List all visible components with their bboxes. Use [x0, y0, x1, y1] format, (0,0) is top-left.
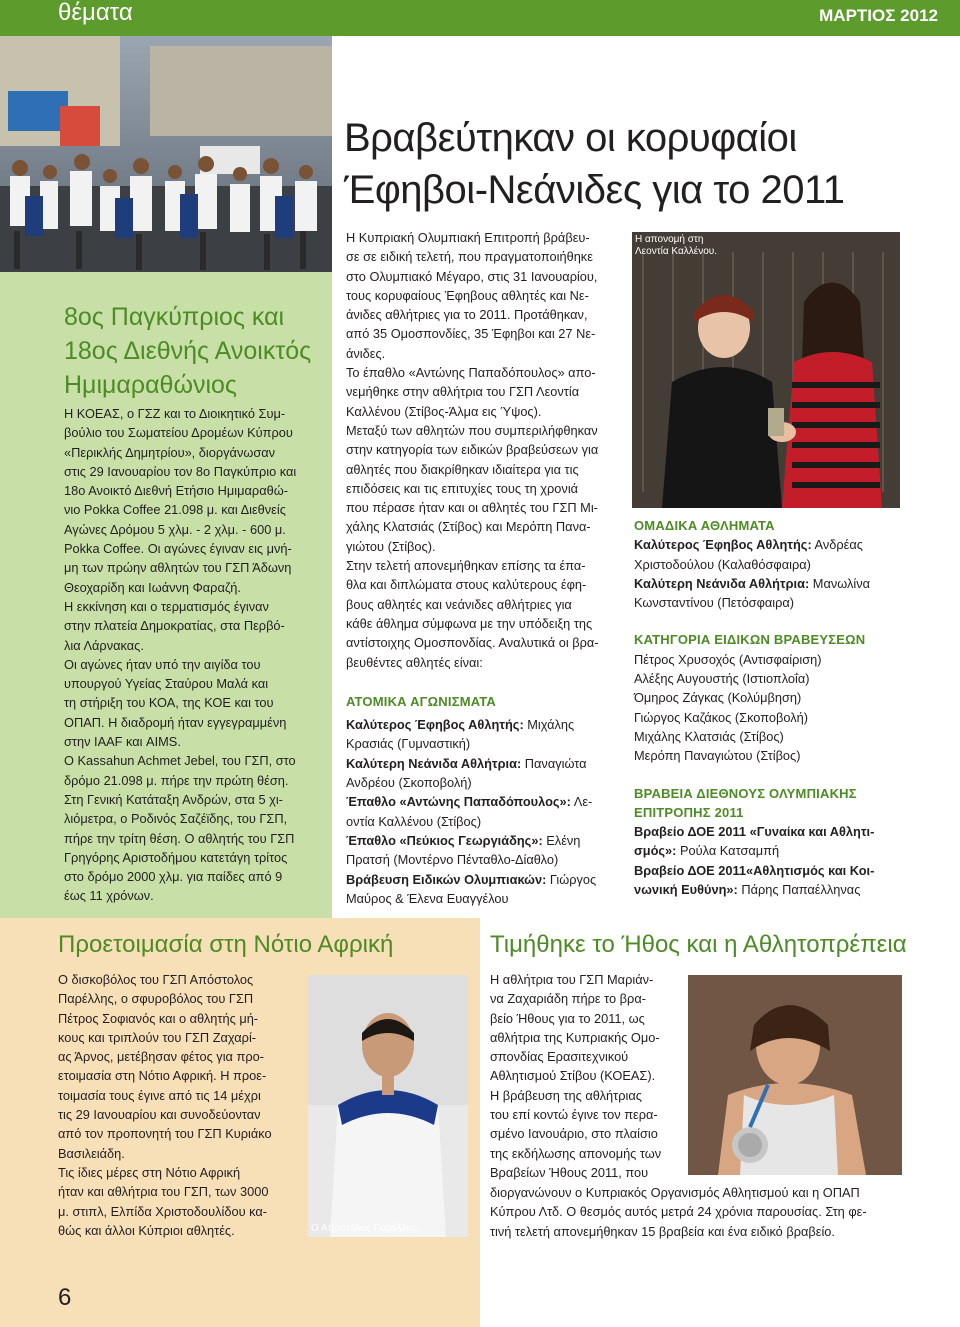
team-item-2: Καλύτερη Νεάνιδα Αθλήτρια: Μανωλίνα	[634, 575, 871, 591]
award-ceremony-photo	[632, 232, 900, 508]
marathon-title: 8ος Παγκύπριος και 18ος Διεθνής Ανοικτός Ημιμαραθώνιος	[64, 303, 312, 399]
ethos-title: Τιμήθηκε το Ήθος και η Αθλητοπρέπεια	[490, 931, 907, 958]
awards-paragraph-3: Μεταξύ των αθλητών που συμπεριλήφθηκαν στην κατηγορία των ειδικών βραβεύσεων για αθλητές που διακρίθηκαν ιδιαίτερα για τις επιδόσεις και τις επιτυχίες τους τη χρονιά που πέρασε ήταν και οι αθλητές του ΓΣΠ Μι- χάλης Κλατσιάς (Στίβος) και Μερόπη Πανα- γιώτου (Στίβος).	[346, 422, 599, 554]
individual-item-1: Καλύτερος Έφηβος Αθλητής: Μιχάλης	[346, 717, 575, 733]
special-item: Μιχάλης Κλατσιάς (Στίβος)	[634, 728, 784, 744]
south-africa-paragraph-1: Ο δισκοβόλος του ΓΣΠ Απόστολος Παρέλλης, ο σφυροβόλος του ΓΣΠ Πέτρος Σοφιανός και ο αθλητής μή- κους και τριπλούν του ΓΣΠ Ζαχαρί- ας Άρνος, μετέβησαν φέτος για προ- ετοιμασία στη Νότιο Αφρική. Η προε- τοιμασία τους έγινε από τις 14 μέχρι τις 29 Ιανουαρίου και συνοδεύονταν από τον προπονητή του ΓΣΠ Κυριάκο Βασιλειάδη.	[58, 972, 272, 1161]
individual-item-3: Έπαθλο «Αντώνης Παπαδόπουλος»: Λε-	[346, 794, 593, 810]
individual-item-4: Έπαθλο «Πεύκιος Γεωργιάδης»: Ελένη	[346, 832, 581, 848]
awards-right-column: ΟΜΑΔΙΚΑ ΑΘΛΗΜΑΤΑ Καλύτερος Έφηβος Αθλητής: Ανδρέας Χριστοδούλου (Καλαθόσφαιρα) Καλύτερη Νεάνιδα Αθλήτρια: Μανωλίνα Κωνσταντίνου (Πετόσφαιρα) ΚΑΤΗΓΟΡΙΑ ΕΙΔΙΚΩΝ ΒΡΑΒΕΥΣΕΩΝ Πέτρος Χρυσοχός (Αντισφαίριση) Αλέξης Αυγουστής (Ιστιοπλοΐα) Όμηρος Ζάγκας (Κολύμβηση) Γιώργος Καζάκος (Σκοποβολή) Μιχάλης Κλατσιάς (Στίβος) Μερόπη Παναγιώτου (Στίβος) ΒΡΑΒΕΙΑ ΔΙΕΘΝΟΥΣ ΟΛΥΜΠΙΑΚΗΣ ΕΠΙΤΡΟΠΗΣ 2011 Βραβείο ΔΟΕ 2011 «Γυναίκα και Αθλητι- σμός»: Ρούλα Κατσαμπή Βραβείο ΔΟΕ 2011«Αθλητισμός και Κοι- νωνική Ευθύνη»: Πάρης Παπαέλληνας	[634, 516, 906, 899]
awards-text: Η Κυπριακή Ολυμπιακή Επιτροπή βράβευ- σε σε ειδική τελετή, που πραγματοποιήθηκε στο Ολυμπιακό Μέγαρο, στις 31 Ιανουαρίου, τους κορυφαίους Έφηβους αθλητές και Νε- άνιδες αθλήτριες για το 2011. Προτάθηκαν, από 35 Ομοσπονδίες, 35 Έφηβοι και 27 Νε- άνιδες. Το έπαθλο «Αντώνης Παπαδόπουλος» απο- νεμήθηκε στην αθλήτρια του ΓΣΠ Λεοντία Καλλένου (Στίβος-Άλμα εις Ύψος). Μεταξύ των αθλητών που συμπεριλήφθηκαν στην κατηγορία των ειδικών βραβεύσεων για αθλητές που διακρίθηκαν ιδιαίτερα για τις επιδόσεις και τις επιτυχίες τους τη χρονιά που πέρασε ήταν και οι αθλητές του ΓΣΠ Μι- χάλης Κλατσιάς (Στίβος) και Μερόπη Πανα- γιώτου (Στίβος). Στην τελετή απονεμήθηκαν επίσης τα έπα- θλα και διπλώματα στους καλύτερους έφη- βους αθλητές και νεάνιδες αθλήτριες για κάθε άθλημα σύμφωνα με την υπόδειξη της αντίστοιχης Ομοσπονδίας. Αναλυτικά οι βρα- βευθέντες αθλητές είναι: ΑΤΟΜΙΚΑ ΑΓΩΝΙΣΜΑΤΑ Καλύτερος Έφηβος Αθλητής: Μιχάλης Κρασιάς (Γυμναστική) Καλύτερη Νεάνιδα Αθλήτρια: Παναγιώτα Ανδρέου (Σκοποβολή) Έπαθλο «Αντώνης Παπαδόπουλος»: Λε- οντία Καλλένου (Στίβος) Έπαθλο «Πεύκιος Γεωργιάδης»: Ελένη Πρατσή (Μοντέρνο Πένταθλο-Δίαθλο) Βράβευση Ειδικών Ολυμπιακών: Γιώργος Μαύρος & Έλενα Ευαγγέλου	[346, 228, 612, 908]
awards-paragraph-4: Στην τελετή απονεμήθηκαν επίσης τα έπα- θλα και διπλώματα στους καλύτερους έφη- βους αθλητές και νεάνιδες αθλήτριες για κάθε άθλημα σύμφωνα με την υπόδειξη της αντίστοιχης Ομοσπονδίας. Αναλυτικά οι βρα- βευθέντες αθλητές είναι:	[346, 558, 599, 670]
page-header	[0, 0, 960, 36]
individual-item-5: Βράβευση Ειδικών Ολυμπιακών: Γιώργος	[346, 871, 597, 887]
runners-photo-image	[0, 36, 332, 272]
individual-item-2: Καλύτερη Νεάνιδα Αθλήτρια: Παναγιώτα	[346, 755, 587, 771]
marathon-text	[64, 404, 320, 906]
team-item-1: Καλύτερος Έφηβος Αθλητής: Ανδρέας	[634, 537, 863, 553]
special-item: Γιώργος Καζάκος (Σκοποβολή)	[634, 709, 809, 725]
marathon-paragraph-4: Ο Kassahun Achmet Jebel, του ΓΣΠ, στο δρόμο 21.098 μ. πήρε την πρώτη θέση. Στη Γενική Κατάταξη Ανδρών, στα 5 χι- λιόμετρα, ο Ροδινός Σαζέϊδης, του ΓΣΠ, πήρε την τρίτη θέση. Ο αθλητής του ΓΣΠ Γρηγόρης Αριστοδήμου κατετάγη τρίτος στο δρόμο 2000 χλμ. για παίδες από 9 έως 11 χρόνων.	[64, 753, 296, 904]
marathon-paragraph-2: Η εκκίνηση και ο τερματισμός έγιναν στην πλατεία Δημοκρατίας, στα Περβό- λια Λάρνακας.	[64, 598, 285, 653]
awards-paragraph-2: Το έπαθλο «Αντώνης Παπαδόπουλος» απο- νεμήθηκε στην αθλήτρια του ΓΣΠ Λεοντία Καλλένου (Στίβος-Άλμα εις Ύψος).	[346, 365, 596, 419]
awards-intro: Η Κυπριακή Ολυμπιακή Επιτροπή βράβευ- σε σε ειδική τελετή, που πραγματοποιήθηκε στο Ολυμπιακό Μέγαρο, στις 31 Ιανουαρίου, τους κορυφαίους Έφηβους αθλητές και Νε- άνιδες αθλήτριες για το 2011. Προτάθηκαν, από 35 Ομοσπονδίες, 35 Έφηβοι και 27 Νε- άνιδες.	[346, 230, 598, 361]
athlete-photo	[308, 975, 468, 1237]
special-item: Όμηρος Ζάγκας (Κολύμβηση)	[634, 690, 802, 706]
special-item: Αλέξης Αυγουστής (Ιστιοπλοΐα)	[634, 671, 810, 687]
marathon-paragraph-3: Οι αγώνες ήταν υπό την αιγίδα του υπουργού Υγείας Σταύρου Μαλά και τη στήριξη του ΚΟΑ, της ΚΟΕ και του ΟΠΑΠ. Η διαδρομή ήταν εγγεγραμμένη στην IAAF και AIMS.	[64, 656, 287, 750]
issue-date: ΜΑΡΤΙΟΣ 2012	[819, 6, 938, 25]
section-label: θέματα	[58, 0, 133, 26]
main-title: Βραβεύτηκαν οι κορυφαίοι Έφηβοι-Νεάνιδες για το 2011	[344, 116, 845, 212]
individual-heading: ΑΤΟΜΙΚΑ ΑΓΩΝΙΣΜΑΤΑ	[346, 693, 497, 709]
south-africa-paragraph-2: Τις ίδιες μέρες στη Νότιο Αφρική ήταν και αθλήτρια του ΓΣΠ, των 3000 μ. στιπλ, Ελπίδα Χριστοδουλίδου κα- θώς και άλλοι Κύπριοι αθλητές.	[58, 1164, 269, 1238]
olympic-item-1: Βραβείο ΔΟΕ 2011 «Γυναίκα και Αθλητι- σμός»: Ρούλα Κατσαμπή	[634, 824, 875, 859]
athlete-photo-caption: Ο Απόστολος Παρέλλης.	[311, 1223, 420, 1234]
runners-photo	[0, 36, 332, 272]
page-number: 6	[58, 1284, 72, 1311]
ethos-text-wide: διοργανώνουν ο Κυπριακός Οργανισμός Αθλητισμού και η ΟΠΑΠ Κύπρου Λτδ. Ο θεσμός αυτός μετρά 24 χρόνια παρουσίας. Στη φε- τινή τελετή απονεμήθηκαν 15 βραβεία και ένα ειδικό βραβείο.	[490, 1185, 867, 1239]
marathon-paragraph-1: Η ΚΟΕΑΣ, ο ΓΣΖ και το Διοικητικό Συμ- βούλιο του Σωματείου Δρομέων Κύπρου «Περικλής Δημητρίου», διοργάνωσαν στις 29 Ιανουαρίου τον 8ο Παγκύπριο και 18ο Ανοικτό Διεθνή Ετήσιο Ημιμαραθώ- νιο Pokka Coffee 21.098 μ. και Διεθνείς Αγώνες Δρόμου 5 χλμ. - 2 χλμ. - 600 μ. Pokka Coffee. Οι αγώνες έγιναν εις μνή- μη των πρώην αθλητών του ΓΣΠ Άδωνη Θεοχαρίδη και Ιωάννη Φαραζή.	[64, 406, 297, 595]
special-item: Μερόπη Παναγιώτου (Στίβος)	[634, 748, 801, 764]
south-africa-text	[58, 970, 298, 1240]
ethos-text-narrow: Η αθλήτρια του ΓΣΠ Μαριάν- να Ζαχαριάδη πήρε το βρα- βείο Ήθους για το 2011, ως αθλήτρια της Κυπριακής Ομο- σπονδίας Ερασιτεχνικού Αθλητισμού Στίβου (ΚΟΕΑΣ). Η βράβευση της αθλήτριας του επί κοντώ έγινε τον περα- σμένο Ιανουάριο, στο πλαίσιο της εκδήλωσης απονομής των Βραβείων Ήθους 2011, που	[490, 972, 662, 1180]
olympic-item-2: Βραβείο ΔΟΕ 2011«Αθλητισμός και Κοι- νωνική Ευθύνη»: Πάρης Παπαέλληνας	[634, 862, 875, 898]
olympic-heading: ΒΡΑΒΕΙΑ ΔΙΕΘΝΟΥΣ ΟΛΥΜΠΙΑΚΗΣ ΕΠΙΤΡΟΠΗΣ 2011	[634, 785, 857, 820]
award-photo-caption: Η απονομή στη Λεοντία Καλλένου.	[635, 234, 718, 257]
athlete-photo-image	[308, 975, 468, 1237]
team-heading: ΟΜΑΔΙΚΑ ΑΘΛΗΜΑΤΑ	[634, 518, 775, 533]
award-ceremony-image	[632, 232, 900, 508]
special-heading: ΚΑΤΗΓΟΡΙΑ ΕΙΔΙΚΩΝ ΒΡΑΒΕΥΣΕΩΝ	[634, 632, 866, 648]
athlete-medal-photo	[688, 975, 902, 1175]
special-item: Πέτρος Χρυσοχός (Αντισφαίριση)	[634, 651, 822, 667]
athlete-medal-image	[688, 975, 902, 1175]
south-africa-title: Προετοιμασία στη Νότιο Αφρική	[58, 931, 394, 958]
